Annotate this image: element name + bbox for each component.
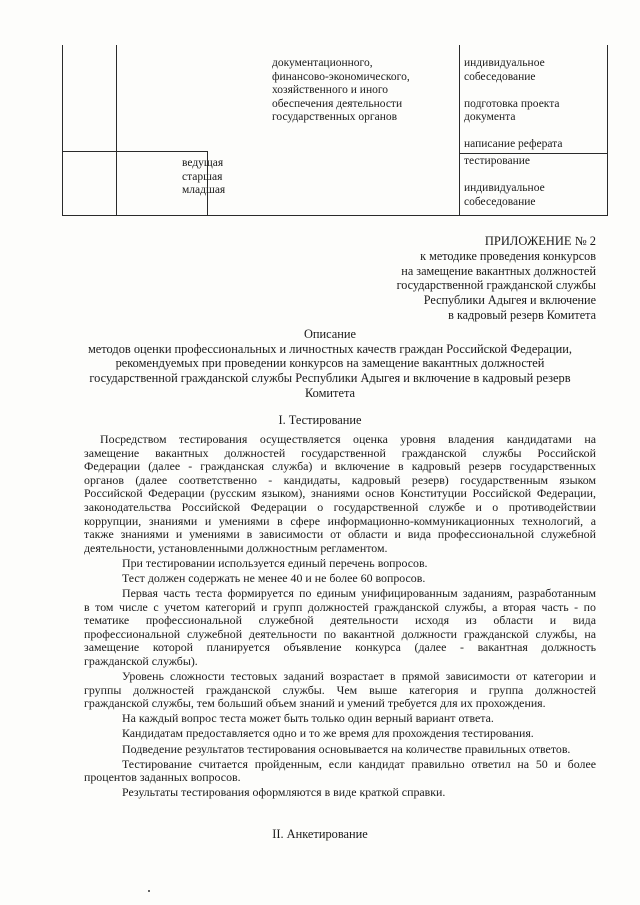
paragraph-pass-threshold — [84, 758, 596, 785]
cell-line: индивидуальное — [464, 57, 545, 69]
text-line: Российской Федерации (русским языком), знаниями основ Конституции Российской Федерации, — [84, 486, 596, 501]
table-cell-methods-row2 — [464, 155, 606, 209]
text-line: тематике профессиональной служебной деятельности исходя из области и вида — [84, 613, 596, 628]
appendix-line: государственной гражданской службы — [396, 278, 596, 293]
scan-speck — [148, 890, 150, 892]
cell-line: государственных органов — [272, 111, 398, 123]
cell-spacer — [464, 84, 606, 98]
text-line: в том числе с учетом категорий и групп должностей гражданской службы, а вторая часть - по — [84, 599, 596, 614]
text-line: Федерации (далее - гражданская служба) и включение в кадровый резерв государственных — [84, 459, 596, 474]
table-row-divider-left — [62, 151, 208, 152]
table-border-bottom — [62, 215, 608, 216]
appendix-line: Республики Адыгея и включение — [423, 293, 596, 308]
cell-line: индивидуальное — [464, 182, 545, 194]
cell-line: написание реферата — [464, 138, 563, 150]
text-line: Посредством тестирования осуществляется оценка уровня владения кандидатами на — [100, 432, 596, 446]
text-line: Тестирование считается пройденным, если кандидат правильно ответил на 50 и более — [122, 756, 596, 771]
cell-spacer — [464, 125, 606, 139]
paragraph-single-list: При тестировании используется единый перечень вопросов. — [122, 555, 428, 570]
text-line: Первая часть теста формируется по единым унифицированным заданиям, разработанным — [122, 586, 596, 601]
cell-line: документа — [464, 111, 516, 123]
table-cell-methods-row1 — [464, 57, 606, 152]
cell-line: ведущая — [182, 157, 224, 169]
text-line: также знаниями и умениями в зависимости от области и вида профессиональной служебной — [84, 527, 596, 542]
cell-line: обеспечения деятельности — [272, 97, 403, 110]
text-line: профессиональной служебной деятельности по вакантной должности гражданской службы, на — [84, 626, 596, 641]
appendix-title: ПРИЛОЖЕНИЕ № 2 — [484, 234, 596, 248]
section-heading-testing: I. Тестирование — [278, 413, 362, 427]
paragraph-test-parts — [84, 587, 596, 669]
text-line: группы должностей гражданской службы. Чем выше категория и группа должностей — [84, 682, 596, 697]
paragraph-one-answer: На каждый вопрос теста может быть только один верный вариант ответа. — [122, 711, 494, 726]
paragraph-results-format: Результаты тестирования оформляются в виде краткой справки. — [122, 785, 446, 800]
table-divider-3 — [459, 45, 460, 216]
text-line: коррупции, знаниями и умениями в сфере информационно-коммуникационных технологий, а — [84, 513, 596, 528]
table-border-right — [607, 45, 608, 216]
description-line: рекомендуемых при проведении конкурсов на замещение вакантных должностей — [115, 356, 545, 371]
cell-line: хозяйственного и иного — [272, 84, 389, 96]
text-line: процентов заданных вопросов. — [84, 770, 241, 785]
description-line: методов оценки профессиональных и личностных качеств граждан Российской Федерации, — [87, 341, 573, 356]
text-line: органов (далее соответственно - кандидаты, кадровый резерв) государственным языком — [84, 472, 596, 487]
text-line: гражданской службы, тем больший объем знаний и умений требуется для их прохождения. — [84, 696, 546, 711]
cell-line: собеседование — [464, 195, 536, 208]
table-row-divider-right — [459, 153, 608, 154]
description-title — [70, 327, 590, 401]
table-cell-groups — [182, 157, 257, 198]
text-line: гражданской службы). — [84, 654, 198, 668]
cell-line: финансово-экономического, — [272, 70, 410, 83]
cell-line: подготовка проекта — [464, 97, 560, 110]
appendix-line: на замещение вакантных должностей — [401, 263, 596, 278]
cell-line: собеседование — [464, 70, 536, 83]
text-line: деятельности, установленными должностным регламентом. — [84, 540, 388, 555]
cell-spacer — [464, 169, 606, 183]
description-line: Комитета — [304, 385, 356, 400]
text-line: Уровень сложности тестовых заданий возрастает в прямой зависимости от категории и — [122, 669, 596, 684]
table-divider-1 — [116, 45, 117, 216]
cell-line: старшая — [182, 170, 223, 183]
cell-line: документационного, — [272, 57, 373, 69]
text-line: замещение которой планируется объявление конкурса (далее - вакантная должность — [84, 640, 596, 655]
table-border-left — [62, 45, 63, 216]
appendix-line: к методике проведения конкурсов — [420, 248, 596, 263]
description-heading: Описание — [303, 327, 357, 341]
paragraph-question-count: Тест должен содержать не менее 40 и не более 60 вопросов. — [122, 570, 426, 585]
text-line: замещение вакантных должностей государственной гражданской службы Российской — [84, 445, 596, 460]
paragraph-same-time: Кандидатам предоставляется одно и то же время для прохождения тестирования. — [122, 726, 534, 741]
text-line: законодательства Российской Федерации о государственной службе и о противодействии — [84, 499, 596, 514]
paragraph-difficulty — [84, 670, 596, 711]
methods-table — [62, 45, 608, 216]
cell-line: тестирование — [464, 155, 530, 167]
appendix-line: в кадровый резерв Комитета — [448, 307, 596, 322]
paragraph-results-basis: Подведение результатов тестирования основывается на количестве правильных ответов. — [122, 741, 571, 756]
table-cell-areas — [272, 57, 457, 125]
appendix-header — [276, 234, 596, 323]
paragraph-testing-purpose — [84, 433, 596, 555]
body-text — [84, 433, 596, 801]
section-heading-questionnaire: II. Анкетирование — [272, 827, 368, 841]
description-line: государственной гражданской службы Республики Адыгея и включение в кадровый резерв — [89, 371, 571, 386]
cell-line: младшая — [182, 184, 226, 196]
